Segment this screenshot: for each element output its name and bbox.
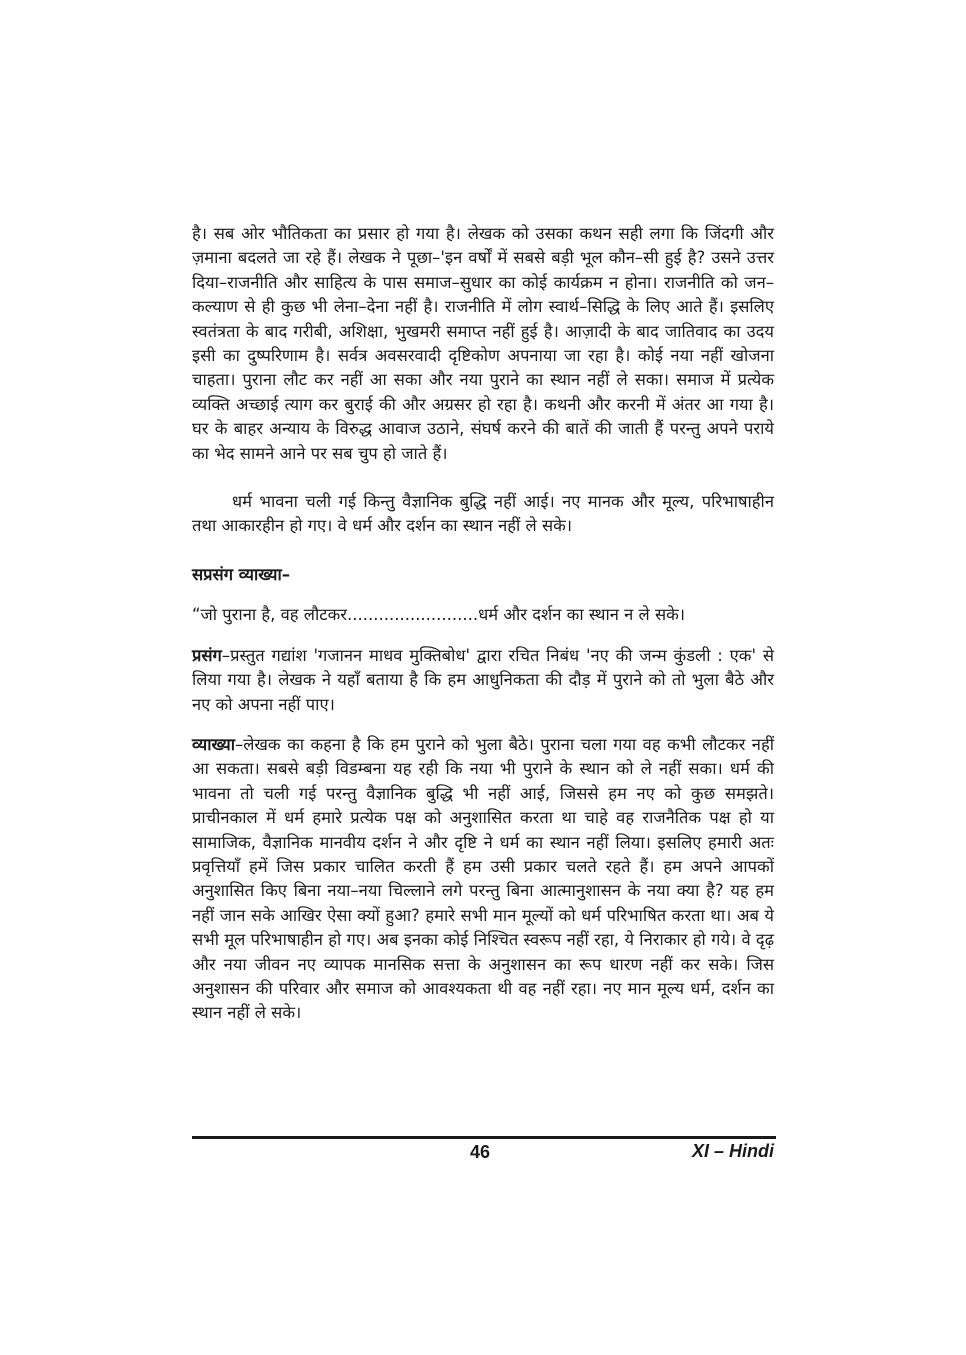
prasang-text: –प्रस्तुत गद्यांश 'गजानन माधव मुक्तिबोध' द्वारा रचित निबंध 'नए की जन्म कुंडली : एक' से लिया गया है। लेखक ने यहाँ बताया है कि हम आधुनिकता की दौड़ में पुराने को तो भुला बैठे और नए को अपना नहीं पाए। [192, 645, 774, 714]
paragraph-1: है। सब ओर भौतिकता का प्रसार हो गया है। लेखक को उसका कथन सही लगा कि जिंदगी और ज़माना बदलते जा रहे हैं। लेखक ने पूछा–'इन वर्षों में सबसे बड़ी भूल कौन–सी हुई है? उसने उत्तर दिया–राजनीति और साहित्य के पास समाज–सुधार का कोई कार्यक्रम न होना। राजनीति को जन–कल्याण से ही कुछ भी लेना–देना नहीं है। राजनीति में लोग स्वार्थ–सिद्धि के लिए आते हैं। इसलिए स्वतंत्रता के बाद गरीबी, अशिक्षा, भुखमरी समाप्त नहीं हुई है। आज़ादी के बाद जातिवाद का उदय इसी का दुष्परिणाम है। सर्वत्र अवसरवादी दृष्टिकोण अपनाया जा रहा है। कोई नया नहीं खोजना चाहता। पुराना लौट कर नहीं आ सका और नया पुराने का स्थान नहीं ले सका। समाज में प्रत्येक व्यक्ति अच्छाई त्याग कर बुराई की और अग्रसर हो रहा है। कथनी और करनी में अंतर आ गया है। घर के बाहर अन्याय के विरुद्ध आवाज उठाने, संघर्ष करने की बातें की जाती हैं परन्तु अपने पराये का भेद सामने आने पर सब चुप हो जाते हैं। [192, 224, 774, 463]
prasang-paragraph [192, 644, 774, 717]
section-heading: सप्रसंग व्याख्या– [192, 564, 290, 584]
vyakhya-label: व्याख्या [192, 734, 235, 754]
footer-rule [192, 1136, 776, 1139]
paragraph-2: धर्म भावना चली गई किन्तु वैज्ञानिक बुद्धि नहीं आई। नए मानक और मूल्य, परिभाषाहीन तथा आकारहीन हो गए। वे धर्म और दर्शन का स्थान नहीं ले सके। [192, 492, 774, 536]
vyakhya-paragraph [192, 733, 774, 1026]
footer-title: XI – Hindi [691, 1141, 774, 1161]
page-body [192, 222, 774, 1026]
quoted-passage: “जो पुराना है, वह लौटकर.........................धर्म और दर्शन का स्थान न ले सके। [192, 605, 686, 625]
vyakhya-text: –लेखक का कहना है कि हम पुराने को भुला बैठे। पुराना चला गया वह कभी लौटकर नहीं आ सकता। सबसे बड़ी विडम्बना यह रही कि नया भी पुराने के स्थान को ले नहीं सका। धर्म की भावना तो चली गई परन्तु वैज्ञानिक बुद्धि भी नहीं आई, जिससे हम नए को कुछ समझते। प्राचीनकाल में धर्म हमारे प्रत्येक पक्ष को अनुशासित करता था चाहे वह राजनैतिक पक्ष हो या सामाजिक, वैज्ञानिक मानवीय दर्शन ने और दृष्टि ने धर्म का स्थान नहीं लिया। इसलिए हमारी अतः प्रवृत्तियाँ हमें जिस प्रकार चालित करती हैं हम उसी प्रकार चलते रहते हैं। हम अपने आपकों अनुशासित किए बिना नया–नया चिल्लाने लगे परन्तु बिना आत्मानुशासन के नया क्या है? यह हम नहीं जान सके आखिर ऐसा क्यों हुआ? हमारे सभी मान मूल्यों को धर्म परिभाषित करता था। अब ये सभी मूल परिभाषाहीन हो गए। अब इनका कोई निश्चित स्वरूप नहीं रहा, ये निराकार हो गये। वे दृढ़ और नया जीवन नए व्यापक मानसिक सत्ता के अनुशासन का रूप धारण नहीं कर सके। जिस अनुशासन की परिवार और समाज को आवश्यकता थी वह नहीं रहा। नए मान मूल्य धर्म, दर्शन का स्थान नहीं ले सके। [192, 734, 774, 1023]
page-number: 46 [470, 1142, 491, 1162]
prasang-label: प्रसंग [192, 645, 222, 665]
